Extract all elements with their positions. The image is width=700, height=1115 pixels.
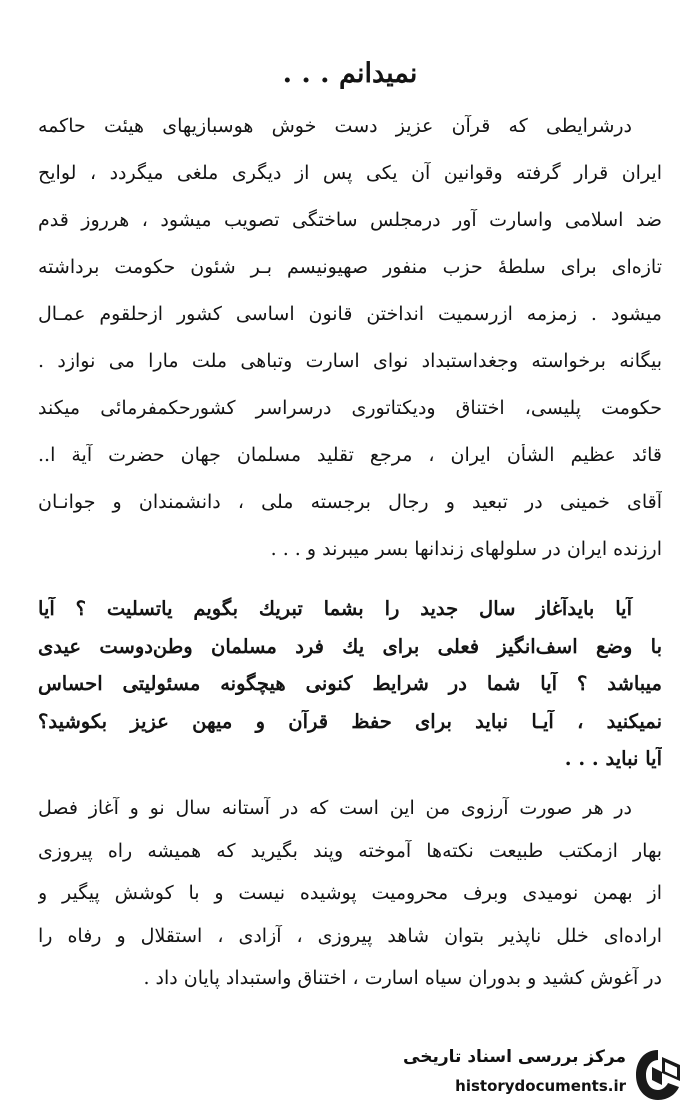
watermark-name: مرکز بررسی اسناد تاریخی xyxy=(403,1047,626,1067)
paragraph-line: با وضع اسف‌انگیز فعلی برای یك فرد مسلمان وطن‌دوست عیدی xyxy=(38,634,662,658)
paragraph-line: قائد عظیم الشأن ایران ، مرجع تقلید مسلمان جهان حضرت آیة ا.. xyxy=(38,444,662,466)
paragraph-line: در هر صورت آرزوی من این است که در آستانه سال نو و آغاز فصل xyxy=(38,797,632,819)
paragraph-line: آیا نباید . . . xyxy=(564,747,662,770)
paragraph-line: ضد اسلامی واسارت آور درمجلس ساختگی تصویب میشود ، هرروز قدم xyxy=(38,209,662,231)
paragraph-2 xyxy=(38,597,662,785)
paragraph-line: بهار ازمکتب طبیعت نکته‌ها آموخته وپند بگیرید که همیشه راه پیروزی xyxy=(38,839,662,862)
paragraph-3 xyxy=(38,797,662,1010)
paragraph-line: از بهمن نومیدی وبرف محرومیت پوشیده نیست و با کوشش پیگیر و xyxy=(38,882,662,904)
paragraph-line: ارزنده ایران در سلولهای زندانها بسر میبرند و . . . xyxy=(270,538,662,560)
paragraph-line: اراده‌ای خلل ناپذیر بتوان شاهد پیروزی ، آزادی ، استقلال و رفاه را xyxy=(38,924,662,947)
paragraph-line: آیا بایدآغاز سال جدید را بشما تبریك بگویم یاتسلیت ؟ آیا xyxy=(38,597,632,620)
paragraph-line: ایران قرار گرفته وقوانین آن یکی پس از دیگری ملغی میگردد ، لوایح xyxy=(38,162,662,184)
watermark-url: historydocuments.ir xyxy=(455,1077,626,1095)
historydocuments-logo-icon xyxy=(632,1047,684,1103)
watermark xyxy=(398,1043,688,1107)
paragraph-line: آقای خمینی در تبعید و رجال برجسته ملی ، دانشمندان و جوانـان xyxy=(38,491,662,513)
paragraph-line: تازه‌ای برای سلطهٔ حزب منفور صهیونیسم بـر شئون حکومت برداشته xyxy=(38,256,662,278)
paragraph-1 xyxy=(38,115,662,585)
page-title: نمیدانم . . . xyxy=(282,58,418,89)
paragraph-line: درشرایطی که قرآن عزیز دست خوش هوسبازیهای هیئت حاکمه xyxy=(38,115,632,137)
paragraph-line: بیگانه برخواسته وجغداستبداد نوای اسارت وتباهی ملت مارا می نوازد . xyxy=(38,350,662,372)
paragraph-line: نمیکنید ، آیـا نباید برای حفظ قرآن و میهن عزیز بکوشید؟ xyxy=(38,709,662,733)
paragraph-line: حکومت پلیسی، اختناق ودیکتاتوری درسراسر کشورحکمفرمائی میکند xyxy=(38,397,662,419)
paragraph-line: میشود . زمزمه ازرسمیت انداختن قانون اساسی کشور ازحلقوم عمـال xyxy=(38,303,662,325)
paragraph-line: میباشد ؟ آیا شما در شرایط کنونی هیچگونه مسئولیتی احساس xyxy=(38,672,662,695)
paragraph-line: در آغوش کشید و بدوران سیاه اسارت ، اختناق واستبداد پایان داد . xyxy=(143,967,662,989)
